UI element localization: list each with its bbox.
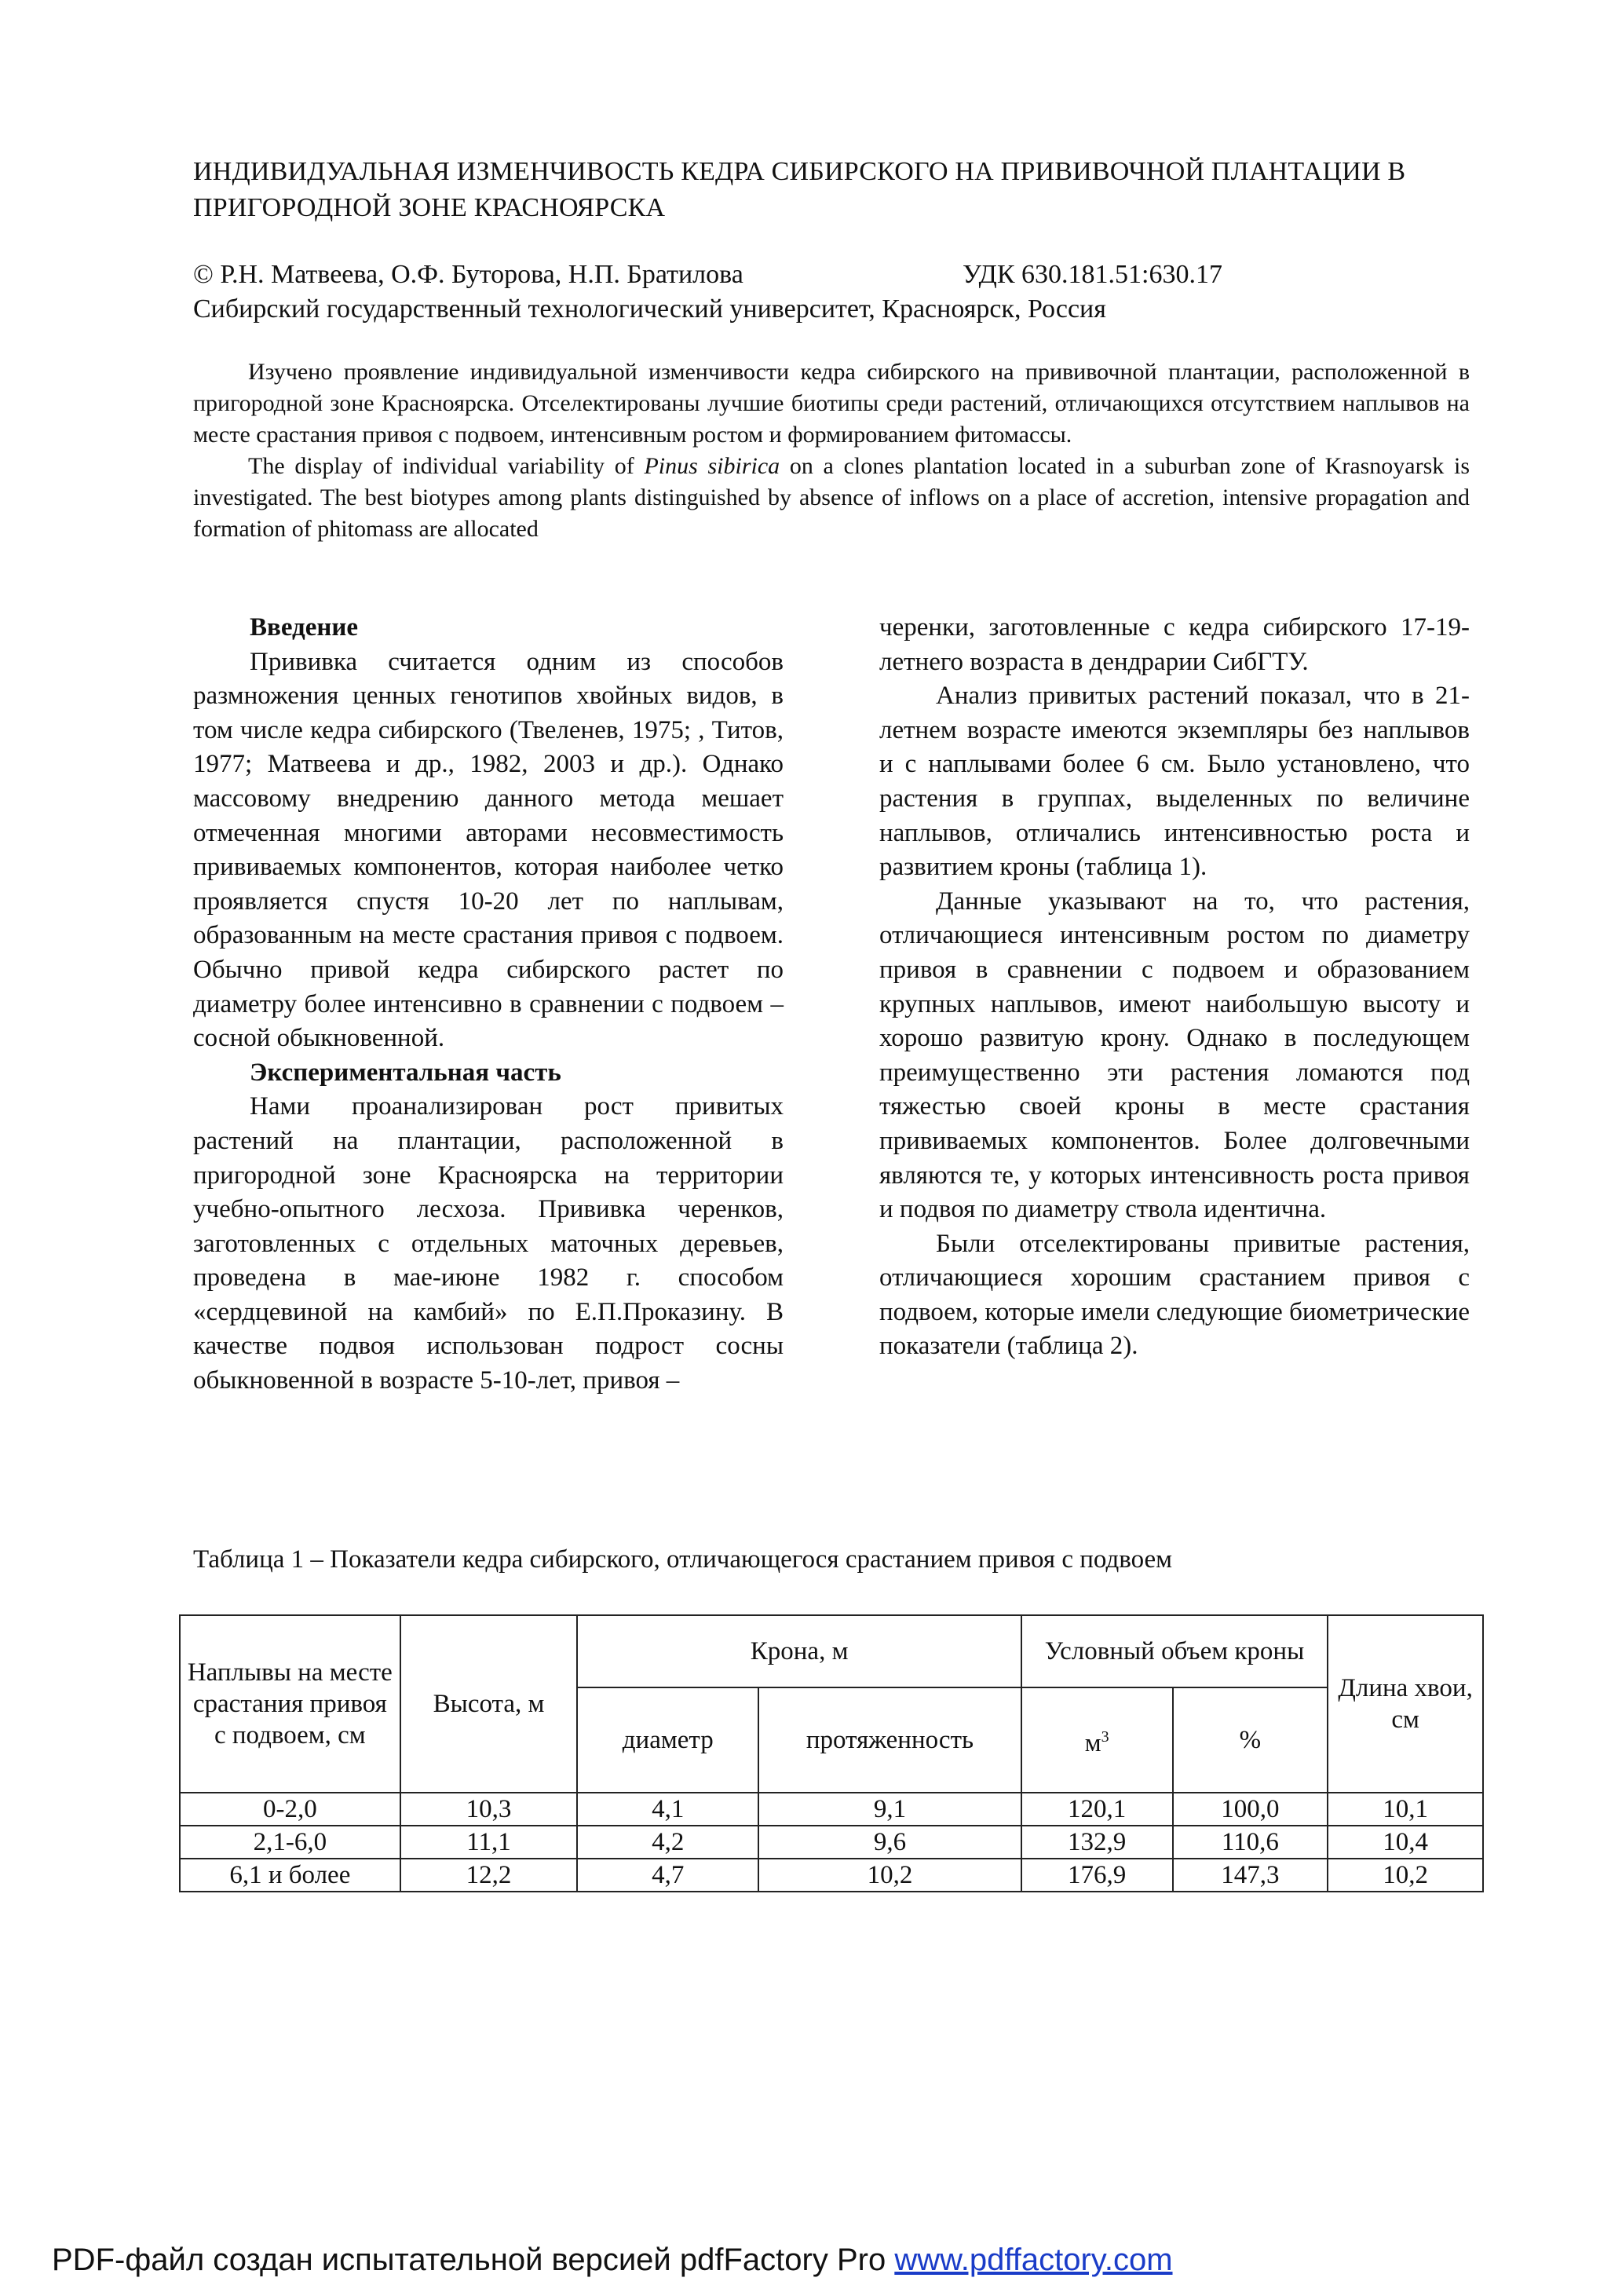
table-cell: 6,1 и более (180, 1859, 400, 1892)
results-table (179, 1614, 1484, 1892)
abstract-en-start: The display of individual variability of (248, 453, 645, 479)
intro-heading: Введение (250, 613, 359, 642)
abstract-en (193, 451, 1470, 545)
table-row (180, 1859, 1483, 1892)
header-crown: Крона, м (577, 1615, 1021, 1687)
left-column (193, 611, 784, 1398)
table-cell: 9,1 (758, 1793, 1021, 1826)
table-cell: 12,2 (400, 1859, 578, 1892)
abstract-en-end: on a clones plantation located in a suburban zone of Krasnoyarsk is investigated. The best biotypes among plants distinguished by absence of inflows on a place of accretion, intensive propagation and formation of phitomass are allocated (193, 453, 1470, 542)
table-cell: 10,2 (1328, 1859, 1483, 1892)
header-crown-diameter: диаметр (577, 1687, 758, 1793)
affiliation: Сибирский государственный технологический университет, Красноярск, Россия (193, 294, 1106, 324)
header-height: Высота, м (400, 1615, 578, 1793)
header-crown-length: протяженность (758, 1687, 1021, 1793)
header-volume-m3-unit: м (1084, 1729, 1101, 1757)
table-cell: 10,2 (758, 1859, 1021, 1892)
footer-text: PDF-файл создан испытательной версией pdfFactory Pro (52, 2243, 886, 2277)
analysis-paragraph: Анализ привитых растений показал, что в 21-летнем возрасте имеются экземпляры без наплывов и с наплывами более 6 см. Было установлено, что растения в группах, выделенных по величине наплывов, отличались интенсивностью роста и развитием кроны (таблица 1). (879, 682, 1470, 882)
table-cell: 2,1-6,0 (180, 1826, 400, 1859)
experimental-paragraph: Нами проанализирован рост привитых растений на плантации, расположенной в пригородной зоне Красноярска на территории учебно-опытного лесхоза. Прививка черенков, заготовленных с отдельных маточных деревьев, проведена в мае-июне 1982 г. способом «сердцевиной на камбий» по Е.П.Проказину. В качестве подвоя использован подрост сосны обыкновенной в возрасте 5-10-лет, привоя – (193, 1092, 784, 1395)
header-volume-m3-sup: 3 (1101, 1728, 1109, 1746)
table-cell: 9,6 (758, 1826, 1021, 1859)
table-cell: 4,2 (577, 1826, 758, 1859)
table-cell: 100,0 (1173, 1793, 1328, 1826)
table-caption: Таблица 1 – Показатели кедра сибирского, отличающегося срастанием привоя с подвоем (193, 1545, 1173, 1574)
table-cell: 4,1 (577, 1793, 758, 1826)
table-cell: 147,3 (1173, 1859, 1328, 1892)
paper-title: ИНДИВИДУАЛЬНАЯ ИЗМЕНЧИВОСТЬ КЕДРА СИБИРСКОГО НА ПРИВИВОЧНОЙ ПЛАНТАЦИИ В ПРИГОРОДНОЙ ЗОНЕ КРАСНОЯРСКА (193, 157, 1406, 222)
intro-paragraph: Прививка считается одним из способов размножения ценных генотипов хвойных видов, в том числе кедра сибирского (Твеленев, 1975; , Титов, 1977; Матвеева и др., 1982, 2003 и др.). Однако массовому внедрению данного метода мешает отмеченная многими авторами несовместимость прививаемых компонентов, которая наиболее четко проявляется спустя 10-20 лет по наплывам, образованным на месте срастания привоя с подвоем. Обычно привой кедра сибирского растет по диаметру более интенсивно в сравнении с подвоем – сосной обыкновенной. (193, 647, 784, 1053)
table-cell: 11,1 (400, 1826, 578, 1859)
authors-line (193, 258, 1528, 292)
table-cell: 10,1 (1328, 1793, 1483, 1826)
header-needle: Длина хвои, см (1328, 1615, 1483, 1793)
author-names: © Р.Н. Матвеева, О.Ф. Буторова, Н.П. Братилова (193, 260, 743, 289)
table-cell: 4,7 (577, 1859, 758, 1892)
udc-code: УДК 630.181.51:630.17 (963, 260, 1222, 289)
pdf-footer (52, 2241, 1543, 2279)
header-volume-pct: % (1173, 1687, 1328, 1793)
table-cell: 132,9 (1021, 1826, 1173, 1859)
right-continuation: черенки, заготовленные с кедра сибирского 17-19-летнего возраста в дендрарии СибГТУ. (879, 613, 1470, 676)
header-inflows: Наплывы на месте срастания привоя с подвоем, см (180, 1615, 400, 1793)
experimental-heading: Экспериментальная часть (250, 1058, 561, 1087)
footer-link[interactable]: www.pdffactory.com (894, 2243, 1173, 2277)
table-cell: 10,4 (1328, 1826, 1483, 1859)
data-paragraph: Данные указывают на то, что растения, отличающиеся интенсивным ростом по диаметру привоя в сравнении с подвоем и образованием крупных наплывов, имеют наибольшую высоту и хорошо развитую крону. Однако в последующем преимущественно эти растения ломаются под тяжестью своей кроны в месте срастания прививаемых компонентов. Более долговечными являются те, у которых интенсивность роста привоя и подвоя по диаметру ствола идентична. (879, 887, 1470, 1224)
table-cell: 10,3 (400, 1793, 578, 1826)
right-column (879, 611, 1470, 1364)
table-row (180, 1826, 1483, 1859)
table-cell: 176,9 (1021, 1859, 1173, 1892)
abstract-en-species: Pinus sibirica (644, 453, 780, 479)
table-cell: 120,1 (1021, 1793, 1173, 1826)
header-volume-m3 (1021, 1687, 1173, 1793)
selection-paragraph: Были отселектированы привитые растения, отличающиеся хорошим срастанием привоя с подвоем, которые имели следующие биометрические показатели (таблица 2). (879, 1229, 1470, 1361)
abstract (193, 356, 1470, 545)
header-volume: Условный объем кроны (1021, 1615, 1328, 1687)
table-row (180, 1793, 1483, 1826)
abstract-ru: Изучено проявление индивидуальной изменчивости кедра сибирского на прививочной плантации, расположенной в пригородной зоне Красноярска. Отселектированы лучшие биотипы среди растений, отличающихся отсутствием наплывов на месте срастания привоя с подвоем, интенсивным ростом и формированием фитомассы. (193, 359, 1470, 448)
table-cell: 0-2,0 (180, 1793, 400, 1826)
table-cell: 110,6 (1173, 1826, 1328, 1859)
